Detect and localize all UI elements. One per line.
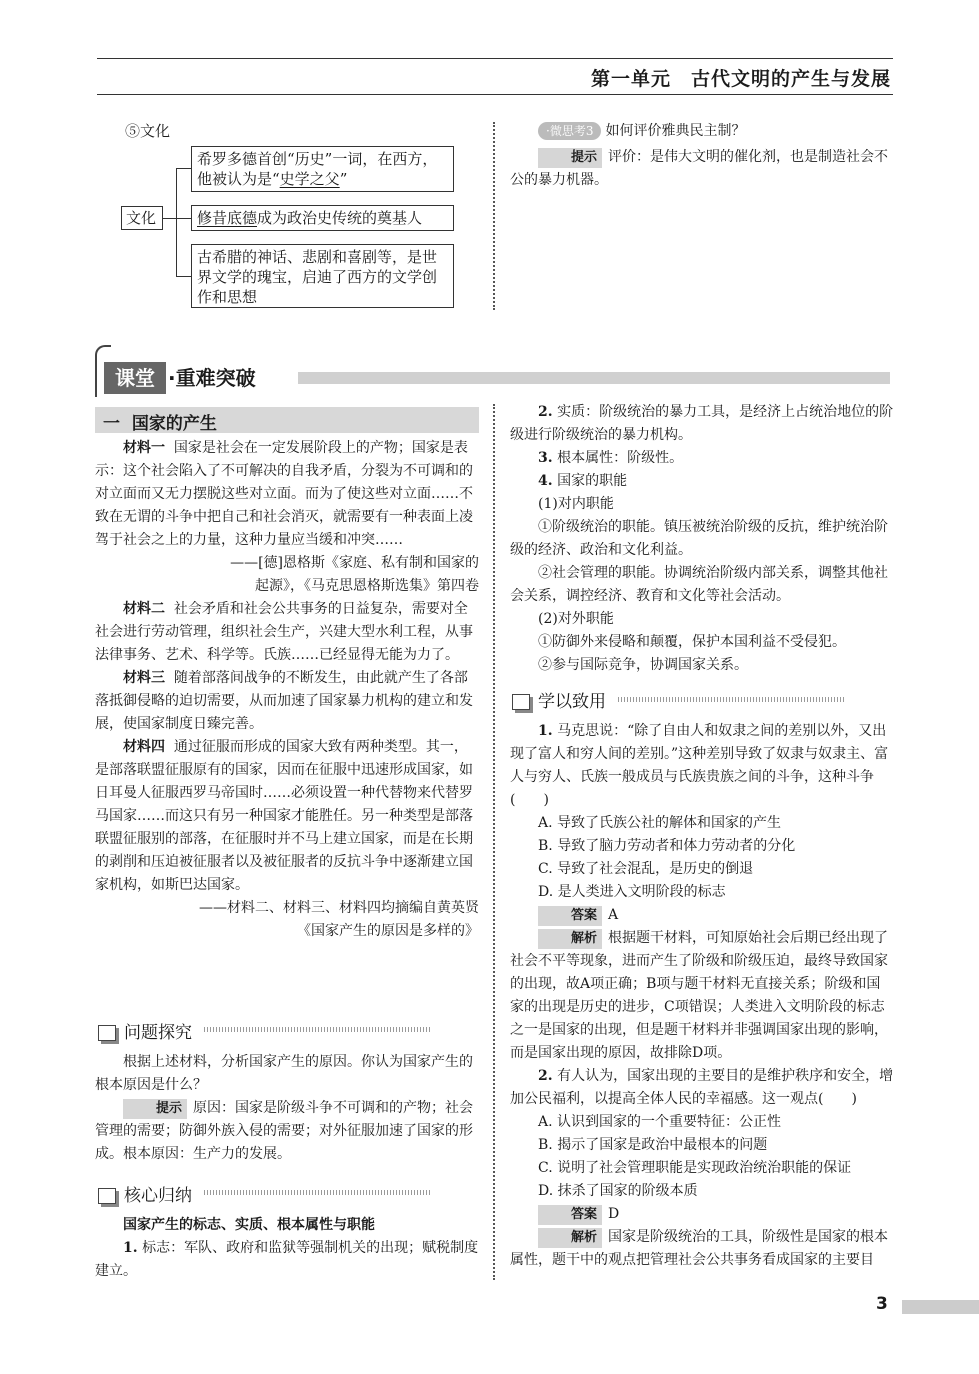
q2-option-a: A. 认识到国家的一个重要特征：公正性 [538,1114,782,1130]
header-rule-top [97,58,893,59]
q1-option-b: B. 导致了脑力劳动者和体力劳动者的分化 [538,838,796,854]
column-divider-main [493,404,495,1280]
question-explore-body: 根据上述材料，分析国家产生的原因。你认为国家产生的根本原因是什么？ 提示 原因：国家是阶级斗争不可调和的产物；社会管理的需要；防御外族入侵的需要；对外征服加速了国家的形成。根本原因：生产力的发展。 [95,1054,474,1162]
micro-think: ·微思考3 如何评价雅典民主制？ [538,120,894,143]
page-number: 3 [876,1294,888,1314]
core-summary-heading: 核心归纳 [98,1181,192,1206]
column-divider-top [493,122,495,310]
micro-think-badge: ·微思考3 [538,122,601,140]
box-icon [512,694,530,710]
unit-title: 第一单元 古代文明的产生与发展 [590,68,891,90]
practice-heading: 学以致用 [512,687,606,712]
section-title: ·重难突破 [168,366,256,390]
branch-herodotus: 希罗多德首创“历史”一词，在西方，他被认为是“史学之父” [191,146,454,192]
q2-option-b: B. 揭示了国家是政治中最根本的问题 [538,1137,768,1153]
section-tag: 课堂 [104,362,166,394]
box-icon [98,1188,116,1204]
header-rule-bottom [97,94,893,95]
left-column-body: 材料一 国家是社会在一定发展阶段上的产物；国家是表示：这个社会陷入了不可解决的自我矛盾，分裂为不可调和的对立面而又无力摆脱这些对立面。而为了使这些对立面……不致在无谓的斗争中把自己和社会消灭，就需要有一种表面上凌驾于社会之上的力量，这种力量应当缓和冲突…… ——[德]恩格斯《家庭、私有制和国家的 起源》，《马克思恩格斯选集》第四卷 材料二 社会矛盾和社会公共事务的日益复杂，需要对全社会进行劳动管理，组织社会生产，兴建大型水利工程，从事法律事务、艺术、科学等。氏族……已经显得无能为力了。 材料三 随着部落间战争的不断发生，由此就产生了各部落抵御侵略的迫切需要，从而加速了国家暴力机构的建立和发展，使国家制度日臻完善。 材料四 通过征服而形成的国家大致有两种类型。其一，是部落联盟征服原有的国家，因而在征服中迅速形成国家，如日耳曼人征服西罗马帝国时……必须设置一种代替物来代替罗马国家……而这只有另一种国家才能胜任。另一种类型是部落联盟征服别的部落，在征服时并不马上建立国家，而是在长期的剥削和压迫被征服者以及被征服者的反抗斗争中逐渐建立国家机构，如斯巴达国家。 ——材料二、材料三、材料四均摘编自黄英贤 《国家产生的原因是多样的》 [95,440,479,939]
root-node-culture: 文化 [121,206,163,230]
section-bar [298,372,890,384]
branch-greek-literature: 古希腊的神话、悲剧和喜剧等，是世界文学的瑰宝，启迪了西方的文学创作和思想 [191,244,454,308]
section-one-heading: 一 国家的产生 [103,414,217,434]
q2-option-d: D. 抹杀了国家的阶级本质 [538,1183,698,1199]
branch-thucydides: 修昔底德成为政治史传统的奠基人 [191,205,454,231]
box-icon [98,1025,116,1041]
right-column-body: 2. 实质：阶级统治的暴力工具，是经济上占统治地位的阶级进行阶级统治的暴力机构。 3. 根本属性：阶级性。 4. 国家的职能 (1)对内职能 ①阶级统治的职能。镇压被统治阶级的反抗，维护统治阶级的经济、政治和文化利益。 ②社会管理的职能。协调统治阶级内部关系，调整其他社会关系，调控经济、教育和文化等社会活动。 (2)对外职能 ①防御外来侵略和颠覆，保护本国利益不受侵犯。 ②参与国际竞争，协调国家关系。 [510,404,894,673]
q1-option-d: D. 是人类进入文明阶段的标志 [538,884,726,900]
question-explore-heading: 问题探究 [98,1018,192,1043]
q2-option-c: C. 说明了社会管理职能是实现政治统治职能的保证 [538,1160,852,1176]
practice-body: 1. 马克思说：“除了自由人和奴隶之间的差别以外，又出现了富人和穷人间的差别。”这种差别导致了奴隶与奴隶主、富人与穷人、氏族一般成员与氏族贵族之间的斗争，这种斗争( ) A. 导致了氏族公社的解体和国家的产生 B. 导致了脑力劳动者和体力劳动者的分化 C. 导致了社会混乱，是历史的倒退 D. 是人类进入文明阶段的标志 答案 A 解析 根据题干材料，可知原始社会后期已经出现了社会不平等现象，进而产生了阶级和阶级压迫，最终导致国家的出现，故A项正确；B项与题干材料无直接关系；阶级和国家的出现是历史的进步，C项错误；人类进入文明阶段的标志之一是国家的出现，但是题干材料并非强调国家出现的影响，而是国家出现的原因，故排除D项。 2. 有人认为，国家出现的主要目的是维护秩序和安全，增加公民福利，以提高全体人民的幸福感。这一观点( ) A. 认识到国家的一个重要特征：公正性 B. 揭示了国家是政治中最根本的问题 C. 说明了社会管理职能是实现政治统治职能的保证 D. 抹杀了国家的阶级本质 答案 D 解析 国家是阶级统治的工具，阶级性是国家的根本属性，题干中的观点把管理社会公共事务看成国家的主要目 [510,723,894,1268]
page-number-bar [902,1300,979,1314]
q1-option-c: C. 导致了社会混乱，是历史的倒退 [538,861,754,877]
micro-think-tip: 提示 评价：是伟大文明的催化剂，也是制造社会不公的暴力机器。 [510,149,889,188]
item-label: ⑤文化 [125,122,171,140]
core-summary-body: 国家产生的标志、实质、根本属性与职能 1. 标志：军队、政府和监狱等强制机关的出现；赋税制度建立。 [95,1217,479,1279]
q1-option-a: A. 导致了氏族公社的解体和国家的产生 [538,815,782,831]
